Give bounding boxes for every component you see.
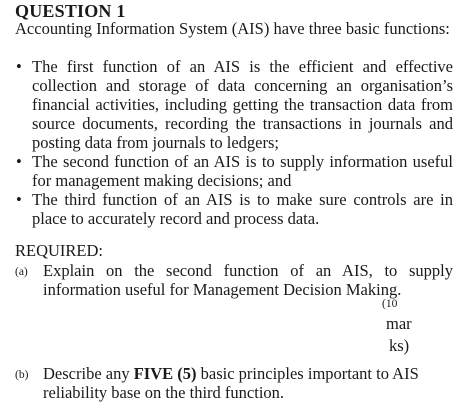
question-a-letter: (a) <box>15 266 28 278</box>
question-heading: QUESTION 1 <box>15 1 126 21</box>
marks-end: ks) <box>389 336 410 355</box>
question-b <box>15 364 453 402</box>
required-label: REQUIRED: <box>15 241 103 260</box>
function-item-text: The first function of an AIS is the efficient and effective collection and storage of data concerning an organisation’s financial activities, including getting the transaction data from source documents, recording the transactions in journals and posting data from journals to ledgers; <box>32 57 453 152</box>
question-b-text-after: basic principles important to AIS reliability base on the third function. <box>43 364 419 402</box>
bullet-icon: • <box>16 57 22 76</box>
function-item-third <box>15 190 453 228</box>
question-b-letter: (b) <box>15 369 29 381</box>
function-item-text: The third function of an AIS is to make sure controls are in place to accurately record and process data. <box>32 190 453 228</box>
marks-allocation <box>382 298 426 355</box>
question-b-text-before: Describe any <box>43 364 134 383</box>
intro-paragraph: Accounting Information System (AIS) have three basic functions: <box>15 19 450 38</box>
question-a <box>15 261 453 299</box>
function-list <box>15 57 453 228</box>
function-item-text: The second function of an AIS is to supply information useful for management making decisions; and <box>32 152 453 190</box>
function-item-first <box>15 57 453 152</box>
question-b-text <box>15 364 453 402</box>
function-item-second <box>15 152 453 190</box>
marks-mid: mar <box>386 314 412 333</box>
bullet-icon: • <box>16 152 22 171</box>
question-a-text: Explain on the second function of an AIS, to supply information useful for Management Decision Making. <box>43 261 453 299</box>
bullet-icon: • <box>16 190 22 209</box>
question-b-count: FIVE (5) <box>133 364 197 383</box>
marks-open: (10 <box>382 298 398 310</box>
